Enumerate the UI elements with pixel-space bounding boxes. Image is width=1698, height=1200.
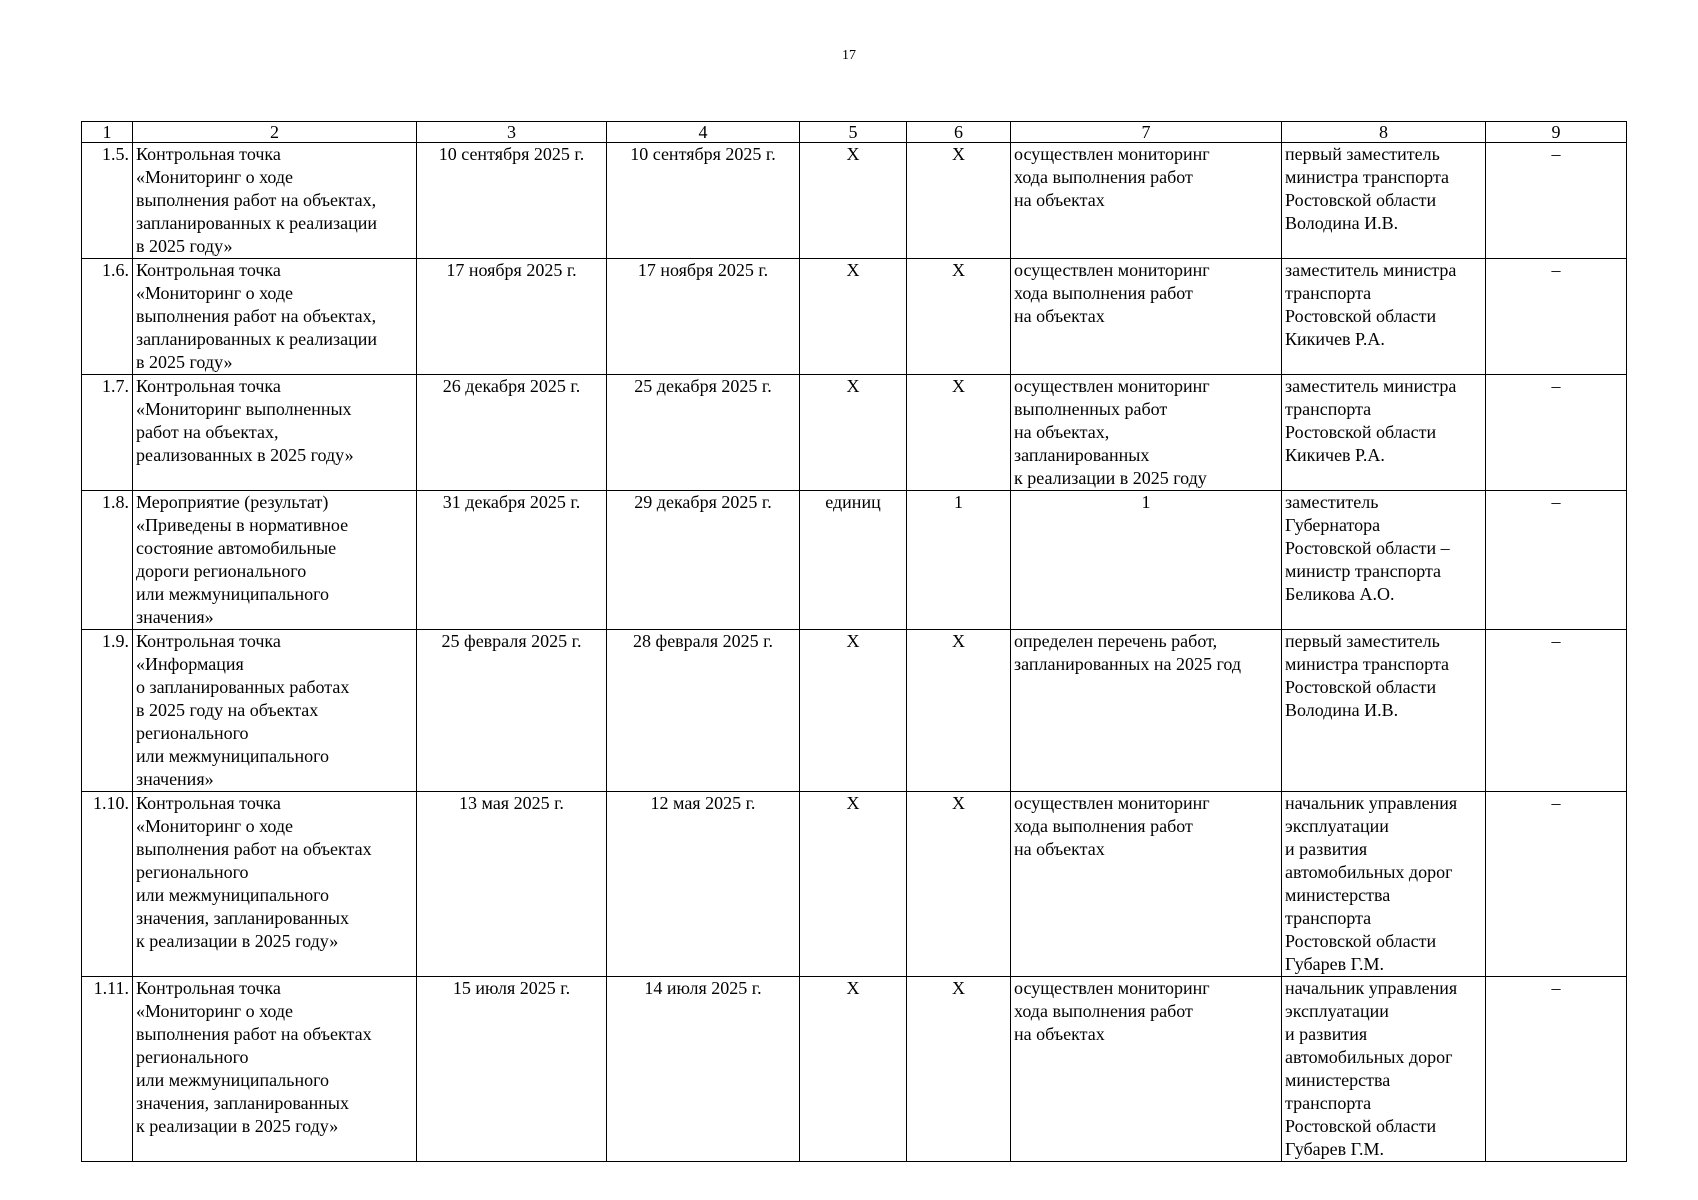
- header-cell-9: 9: [1486, 122, 1627, 143]
- plan-table: [81, 121, 1627, 1162]
- row-number: 1.10.: [82, 792, 133, 977]
- unit-cell: Х: [800, 259, 907, 375]
- planned-date: 13 мая 2025 г.: [417, 792, 607, 977]
- header-cell-3: 3: [417, 122, 607, 143]
- event-name: Контрольная точка «Мониторинг о ходе выполнения работ на объектах регионального или межмуниципального значения, запланированных к реализации в 2025 году»: [133, 977, 417, 1162]
- planned-date: 17 ноября 2025 г.: [417, 259, 607, 375]
- event-name: Контрольная точка «Мониторинг о ходе выполнения работ на объектах, запланированных к реализации в 2025 году»: [133, 143, 417, 259]
- unit-cell: Х: [800, 143, 907, 259]
- note-cell: –: [1486, 792, 1627, 977]
- event-name: Контрольная точка «Мониторинг выполненных работ на объектах, реализованных в 2025 году»: [133, 375, 417, 491]
- note-cell: –: [1486, 977, 1627, 1162]
- actual-date: 25 декабря 2025 г.: [607, 375, 800, 491]
- value-cell: Х: [907, 375, 1011, 491]
- value-cell: Х: [907, 143, 1011, 259]
- note-cell: –: [1486, 143, 1627, 259]
- note-cell: –: [1486, 375, 1627, 491]
- note-cell: –: [1486, 259, 1627, 375]
- value-cell: Х: [907, 977, 1011, 1162]
- unit-cell: Х: [800, 630, 907, 792]
- responsible-cell: заместитель министра транспорта Ростовской области Кикичев Р.А.: [1282, 375, 1486, 491]
- actual-date: 12 мая 2025 г.: [607, 792, 800, 977]
- header-cell-8: 8: [1282, 122, 1486, 143]
- value-cell: Х: [907, 792, 1011, 977]
- planned-date: 15 июля 2025 г.: [417, 977, 607, 1162]
- planned-date: 25 февраля 2025 г.: [417, 630, 607, 792]
- planned-date: 31 декабря 2025 г.: [417, 491, 607, 630]
- event-name: Мероприятие (результат) «Приведены в нормативное состояние автомобильные дороги регионального или межмуниципального значения»: [133, 491, 417, 630]
- value-cell: Х: [907, 259, 1011, 375]
- planned-date: 10 сентября 2025 г.: [417, 143, 607, 259]
- table-row: [82, 143, 1627, 259]
- unit-cell: Х: [800, 977, 907, 1162]
- responsible-cell: начальник управления эксплуатации и развития автомобильных дорог министерства транспорта Ростовской области Губарев Г.М.: [1282, 792, 1486, 977]
- header-cell-2: 2: [133, 122, 417, 143]
- header-cell-5: 5: [800, 122, 907, 143]
- actual-date: 10 сентября 2025 г.: [607, 143, 800, 259]
- row-number: 1.8.: [82, 491, 133, 630]
- responsible-cell: начальник управления эксплуатации и развития автомобильных дорог министерства транспорта Ростовской области Губарев Г.М.: [1282, 977, 1486, 1162]
- actual-date: 29 декабря 2025 г.: [607, 491, 800, 630]
- event-name: Контрольная точка «Мониторинг о ходе выполнения работ на объектах регионального или межмуниципального значения, запланированных к реализации в 2025 году»: [133, 792, 417, 977]
- table-row: [82, 491, 1627, 630]
- result-cell: определен перечень работ, запланированных на 2025 год: [1011, 630, 1282, 792]
- responsible-cell: первый заместитель министра транспорта Ростовской области Володина И.В.: [1282, 143, 1486, 259]
- result-cell: осуществлен мониторинг хода выполнения работ на объектах: [1011, 143, 1282, 259]
- table-row: [82, 375, 1627, 491]
- header-cell-4: 4: [607, 122, 800, 143]
- header-cell-7: 7: [1011, 122, 1282, 143]
- row-number: 1.6.: [82, 259, 133, 375]
- responsible-cell: заместитель Губернатора Ростовской области – министр транспорта Беликова А.О.: [1282, 491, 1486, 630]
- row-number: 1.7.: [82, 375, 133, 491]
- unit-cell: Х: [800, 792, 907, 977]
- table-header-row: [82, 122, 1627, 143]
- planned-date: 26 декабря 2025 г.: [417, 375, 607, 491]
- table-row: [82, 630, 1627, 792]
- result-cell: осуществлен мониторинг хода выполнения работ на объектах: [1011, 259, 1282, 375]
- result-cell: осуществлен мониторинг выполненных работ на объектах, запланированных к реализации в 2025 году: [1011, 375, 1282, 491]
- responsible-cell: первый заместитель министра транспорта Ростовской области Володина И.В.: [1282, 630, 1486, 792]
- event-name: Контрольная точка «Мониторинг о ходе выполнения работ на объектах, запланированных к реализации в 2025 году»: [133, 259, 417, 375]
- result-cell: осуществлен мониторинг хода выполнения работ на объектах: [1011, 977, 1282, 1162]
- row-number: 1.11.: [82, 977, 133, 1162]
- actual-date: 14 июля 2025 г.: [607, 977, 800, 1162]
- header-cell-6: 6: [907, 122, 1011, 143]
- table-row: [82, 259, 1627, 375]
- table-row: [82, 977, 1627, 1162]
- result-cell: осуществлен мониторинг хода выполнения работ на объектах: [1011, 792, 1282, 977]
- table-row: [82, 792, 1627, 977]
- event-name: Контрольная точка «Информация о запланированных работах в 2025 году на объектах регионального или межмуниципального значения»: [133, 630, 417, 792]
- header-cell-1: 1: [82, 122, 133, 143]
- unit-cell: Х: [800, 375, 907, 491]
- page-number: 17: [842, 48, 856, 63]
- actual-date: 17 ноября 2025 г.: [607, 259, 800, 375]
- note-cell: –: [1486, 491, 1627, 630]
- value-cell: 1: [907, 491, 1011, 630]
- note-cell: –: [1486, 630, 1627, 792]
- row-number: 1.9.: [82, 630, 133, 792]
- unit-cell: единиц: [800, 491, 907, 630]
- responsible-cell: заместитель министра транспорта Ростовской области Кикичев Р.А.: [1282, 259, 1486, 375]
- row-number: 1.5.: [82, 143, 133, 259]
- value-cell: Х: [907, 630, 1011, 792]
- result-cell: 1: [1011, 491, 1282, 630]
- actual-date: 28 февраля 2025 г.: [607, 630, 800, 792]
